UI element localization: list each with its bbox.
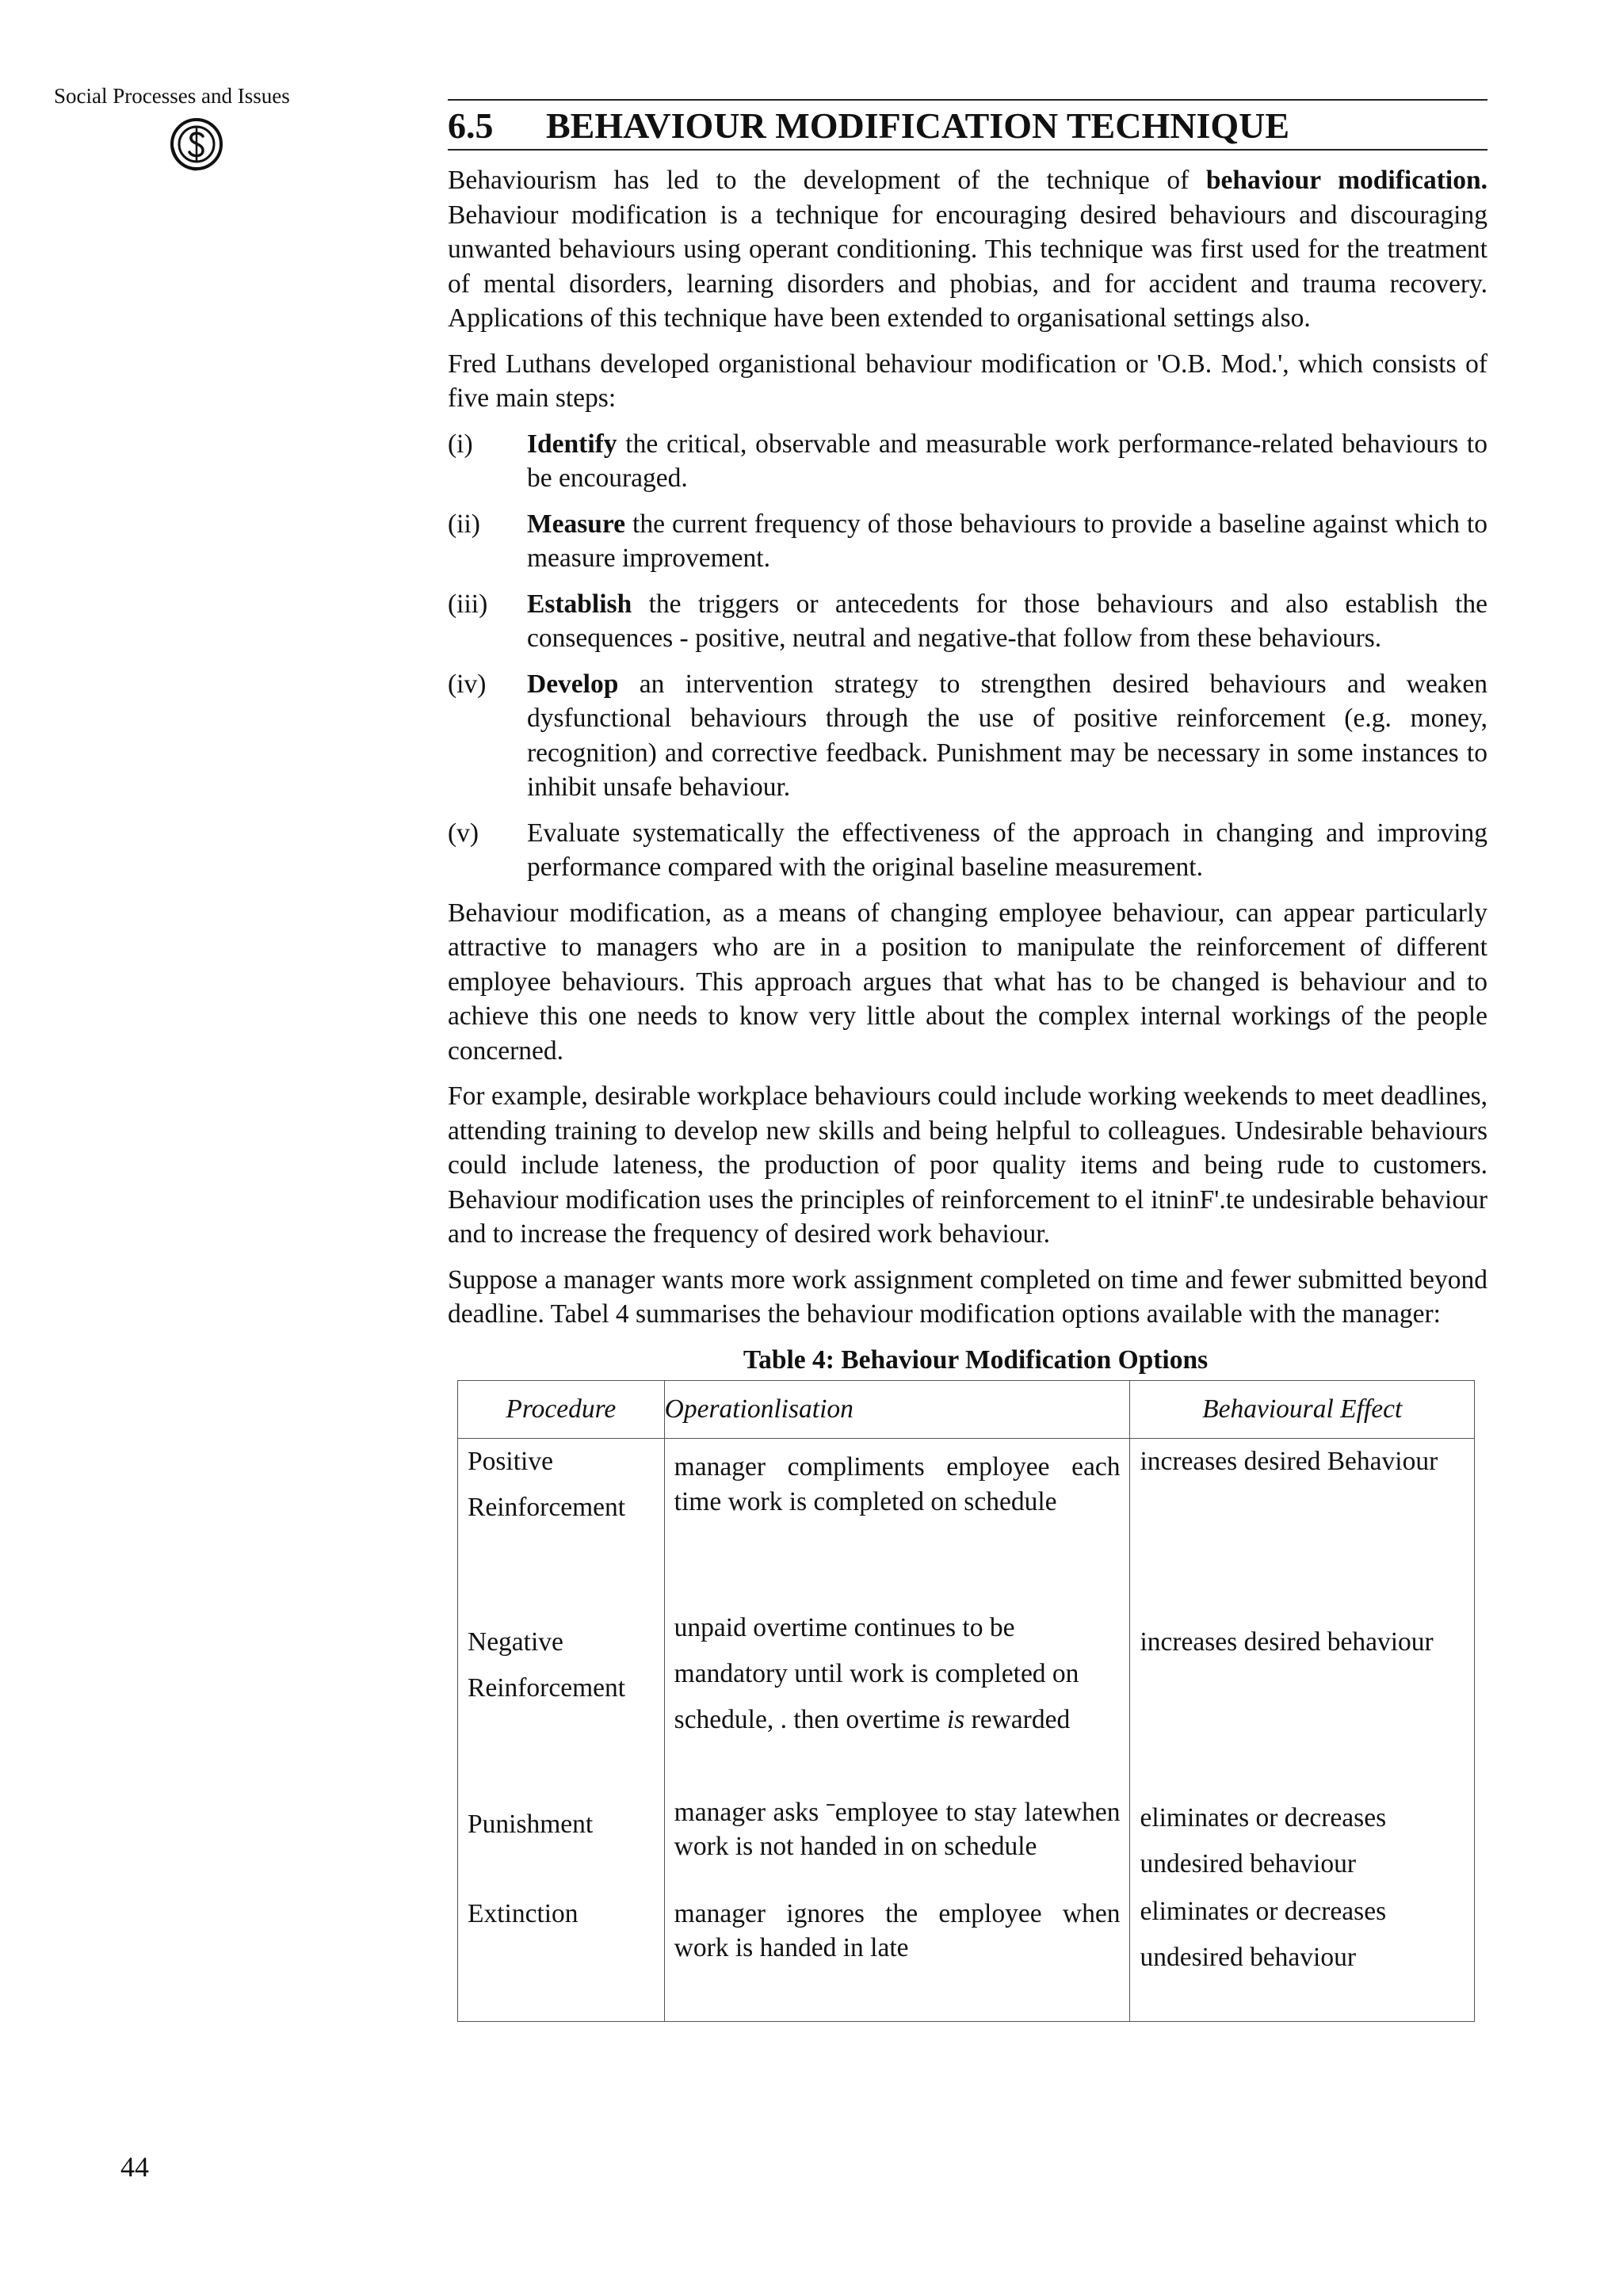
step-lead: Develop: [527, 669, 619, 699]
column-header: Operationlisation: [664, 1381, 1130, 1439]
intro-bold-term: behaviour modification.: [1205, 166, 1487, 195]
effect-cell: eliminates or decreases undesired behaviour: [1130, 1795, 1475, 1889]
step-text: [527, 816, 1487, 885]
university-emblem-icon: [168, 116, 225, 173]
table-row: [458, 1605, 1475, 1795]
procedure-cell: Extinction: [458, 1889, 665, 2022]
step-lead: Identify: [527, 429, 617, 459]
operation-text-cont: rewarded: [964, 1704, 1071, 1734]
step-number: (ii): [448, 509, 480, 539]
effect-cell: eliminates or decreases undesired behaviour: [1130, 1889, 1475, 2022]
intro-paragraph: [448, 163, 1487, 336]
step-body: Evaluate systematically the effectiveness of the approach in changing and improving performance compared with the original baseline measurement.: [527, 818, 1487, 882]
step-text: [527, 507, 1487, 576]
intro-text-cont: Behaviour modification is a technique for encouraging desired behaviours and discouraging unwanted behaviours using operant conditioning. This technique was first used for the treatment of mental disorders, learning disorders and phobias, and for accident and trauma recovery. Applications of this technique have been extended to organisational settings also.: [448, 200, 1487, 333]
manager-paragraph: Suppose a manager wants more work assignment completed on time and fewer submitted beyond deadline. Tabel 4 summarises the behaviour modification options available with the manager:: [448, 1264, 1487, 1329]
list-item: [448, 507, 1487, 576]
procedure-cell: Negative Reinforcement: [458, 1605, 665, 1795]
effect-cell: increases desired Behaviour: [1130, 1439, 1475, 1605]
step-number: (iv): [448, 669, 487, 699]
procedure-cell: Punishment: [458, 1795, 665, 1889]
step-body: the triggers or antecedents for those behaviours and also establish the consequences - positive, neutral and negative-that follow from these behaviours.: [527, 589, 1487, 653]
step-text: [527, 667, 1487, 805]
page-number: 44: [120, 2151, 149, 2183]
step-body: the current frequency of those behaviours to provide a baseline against which to measure improvement.: [527, 509, 1487, 573]
body-text: [448, 163, 1487, 2022]
effect-cell: increases desired behaviour: [1130, 1605, 1475, 1795]
operation-cell: manager asks ˉemployee to stay latewhen work is not handed in on schedule: [664, 1795, 1130, 1889]
step-body: an intervention strategy to strengthen desired behaviours and weaken dysfunctional behaviours through the use of positive reinforcement (e.g. money, recognition) and corrective feedback. Punishment may be necessary in some instances to inhibit unsafe behaviour.: [527, 669, 1487, 802]
step-number: (v): [448, 818, 479, 848]
section-title: BEHAVIOUR MODIFICATION TECHNIQUE: [546, 105, 1290, 146]
operation-cell: [664, 1605, 1130, 1795]
step-number: (i): [448, 429, 473, 459]
step-body: the critical, observable and measurable work performance-related behaviours to be encouraged.: [527, 429, 1487, 493]
list-item: [448, 667, 1487, 805]
options-table: [457, 1380, 1475, 2022]
steps-list: [448, 427, 1487, 885]
table-row: [458, 1439, 1475, 1605]
luthans-paragraph: Fred Luthans developed organistional behaviour modification or 'O.B. Mod.', which consists of five main steps:: [448, 349, 1487, 413]
table-caption: Table 4: Behaviour Modification Options: [743, 1344, 1209, 1375]
list-item: [448, 816, 1487, 885]
table-row: [458, 1795, 1475, 1889]
approach-paragraph: Behaviour modification, as a means of changing employee behaviour, can appear particularly attractive to managers who are in a position to manipulate the reinforcement of different employee behaviours. This approach argues that what has to be changed is behaviour and to achieve this one needs to know very little about the complex internal workings of the people concerned.: [448, 898, 1487, 1066]
header-rule: [448, 99, 1487, 101]
column-header: Behavioural Effect: [1130, 1381, 1475, 1439]
step-text: [527, 587, 1487, 656]
section-heading: [448, 103, 1487, 151]
step-number: (iii): [448, 589, 488, 619]
table-header-row: [458, 1381, 1475, 1439]
example-paragraph: For example, desirable workplace behaviours could include working weekends to meet deadlines, attending training to develop new skills and being helpful to colleagues. Undesirable behaviours could include lateness, the production of poor quality items and being rude to customers. Behaviour modification uses the principles of reinforcement to el itninF'.te undesirable behaviour and to increase the frequency of desired work behaviour.: [448, 1081, 1487, 1249]
list-item: [448, 587, 1487, 656]
step-lead: Establish: [527, 589, 632, 619]
step-text: [527, 427, 1487, 496]
running-head: Social Processes and Issues: [54, 84, 290, 108]
step-lead: Measure: [527, 509, 626, 539]
table-row: [458, 1889, 1475, 2022]
column-header: Procedure: [458, 1381, 665, 1439]
operation-italic: is: [946, 1704, 965, 1734]
operation-cell: manager compliments employee each time work is completed on schedule: [664, 1439, 1130, 1605]
section-number: 6.5: [448, 105, 494, 146]
operation-text: unpaid overtime continues to be mandatory until work is completed on schedule, . then overtime: [674, 1612, 1079, 1734]
operation-cell: manager ignores the employee when work is handed in late: [664, 1889, 1130, 2022]
list-item: [448, 427, 1487, 496]
intro-text: Behaviourism has led to the development of the technique of: [448, 166, 1206, 195]
procedure-cell: Positive Reinforcement: [458, 1439, 665, 1605]
